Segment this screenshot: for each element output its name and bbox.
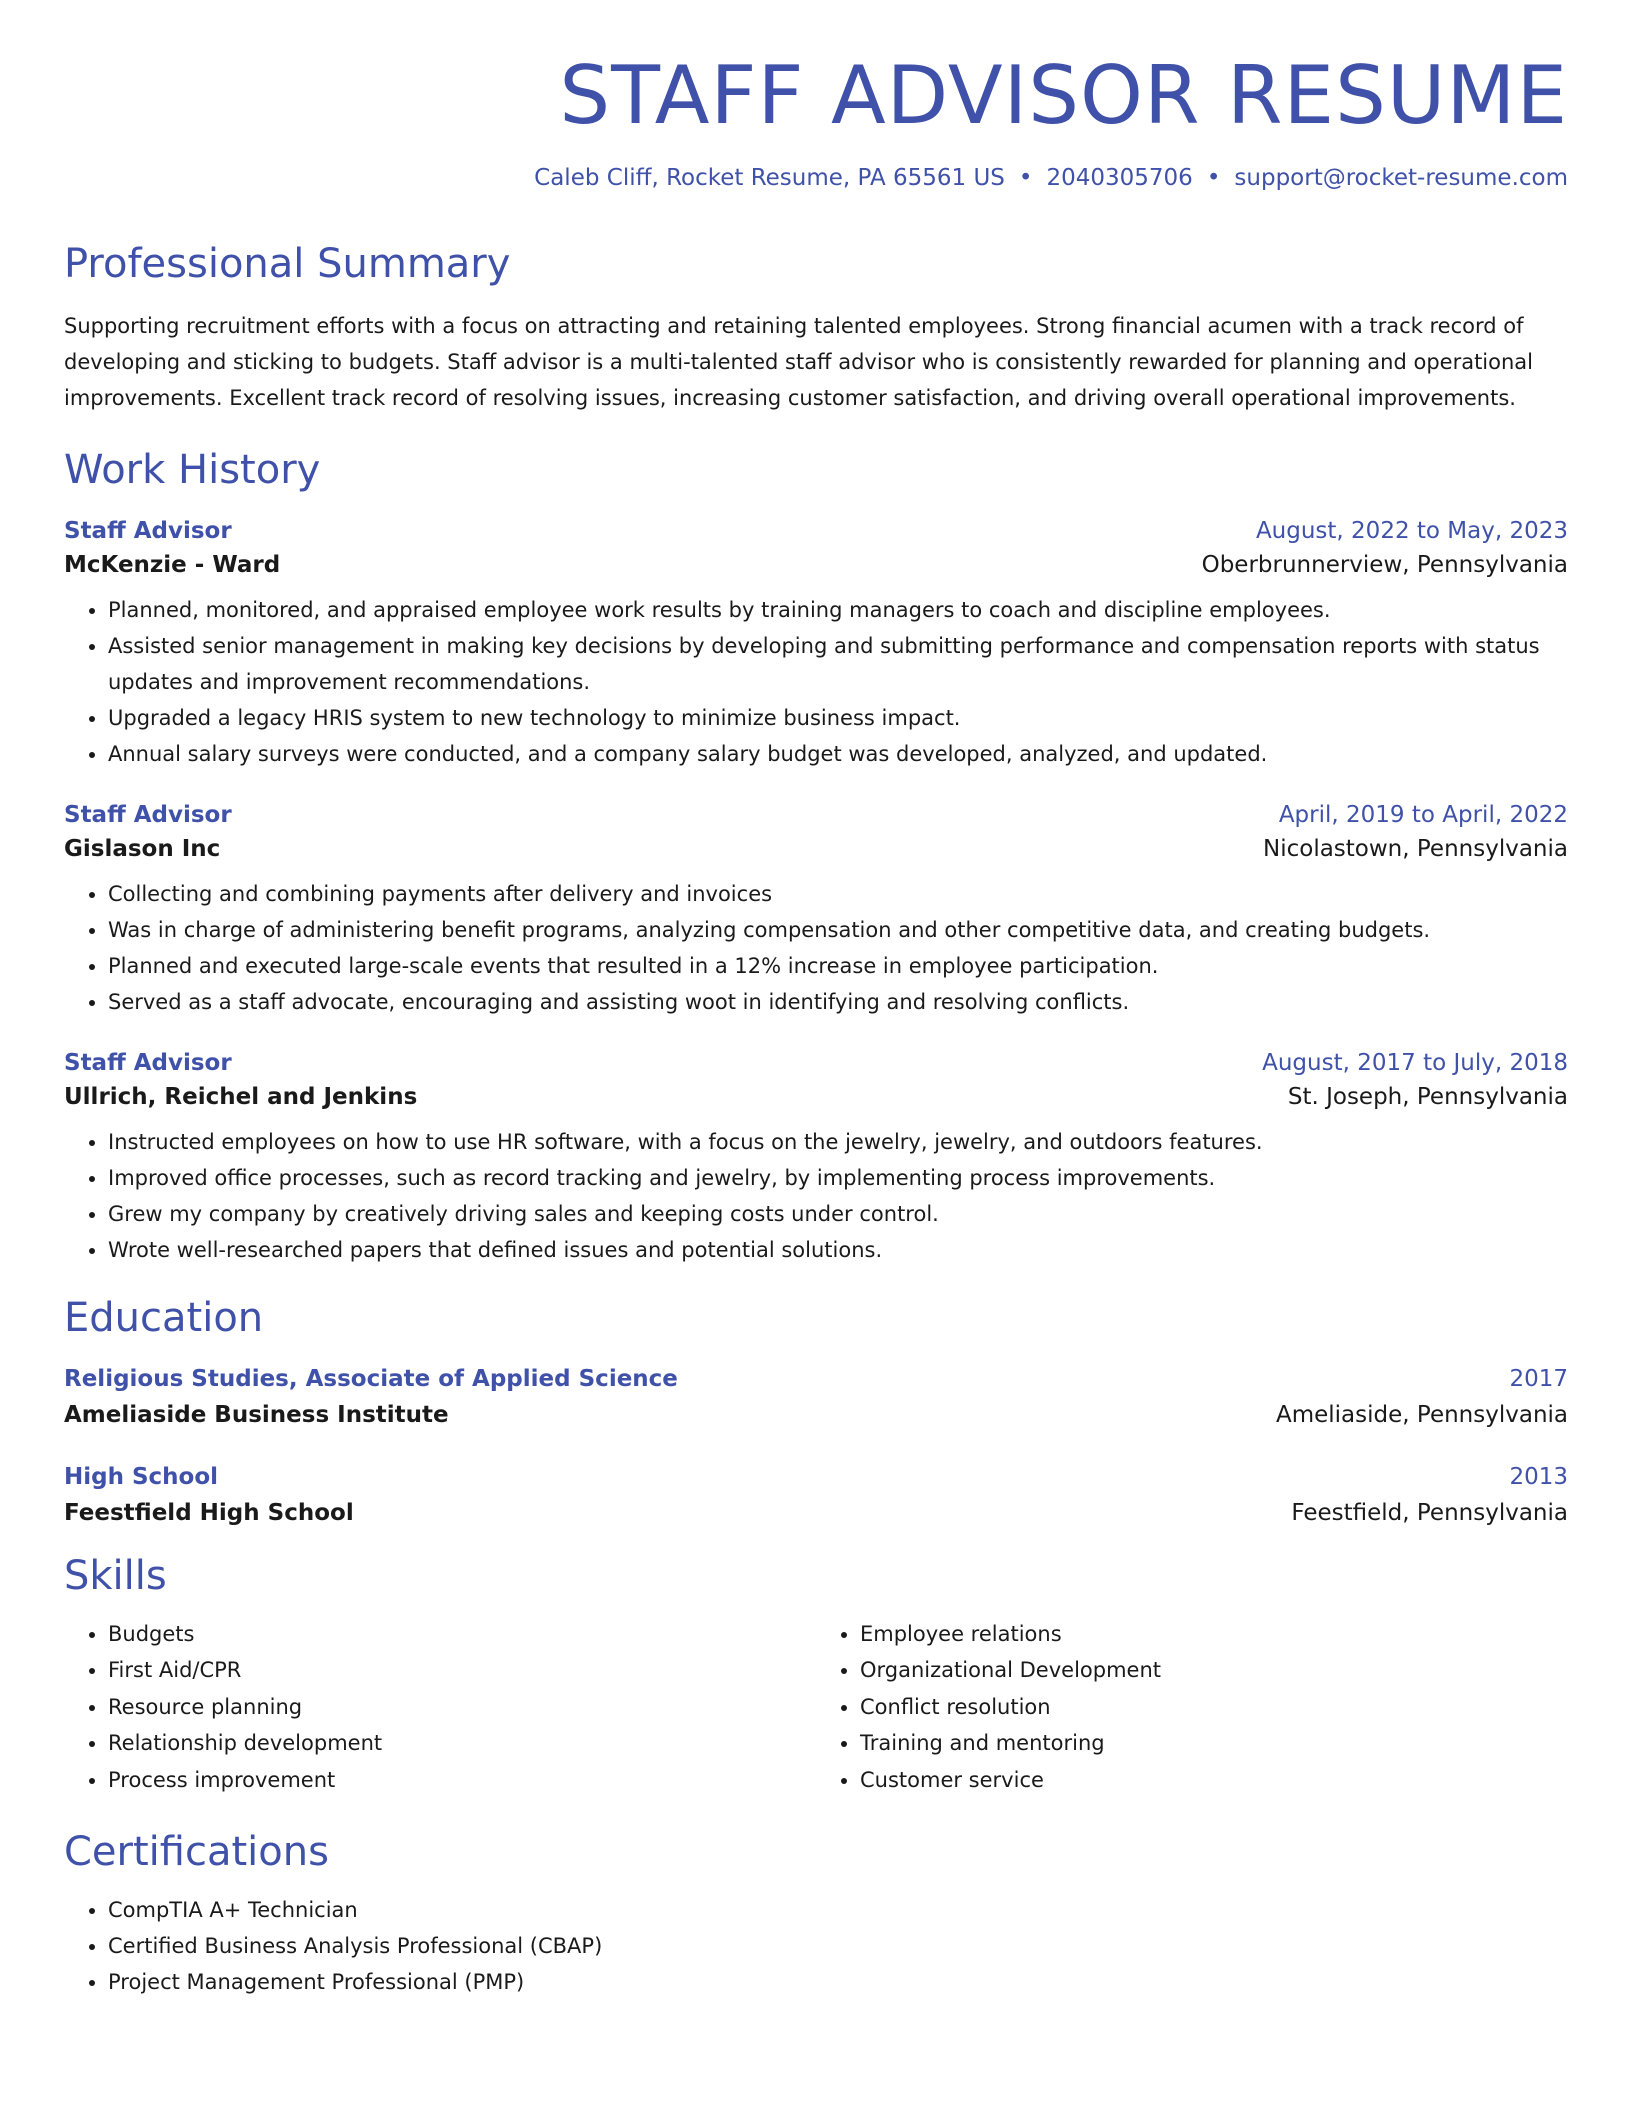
list-item: • Assisted senior management in making key decisions by developing and submitting performance and compensation reports with status updates and improvement recommendations. bbox=[108, 628, 1568, 700]
job-company-row bbox=[64, 1084, 1568, 1110]
certifications-list bbox=[108, 1892, 1568, 2000]
job-company-row bbox=[64, 836, 1568, 862]
job-location: Oberbrunnerview, Pennsylvania bbox=[1201, 551, 1568, 578]
job-bullets bbox=[108, 1124, 1568, 1268]
skills-heading: Skills bbox=[64, 1552, 167, 1599]
job-header-row bbox=[64, 802, 1568, 828]
job-header-row bbox=[64, 1050, 1568, 1076]
list-item: • Conflict resolution bbox=[860, 1689, 1568, 1726]
contact-address: Caleb Cliff, Rocket Resume, PA 65561 US bbox=[534, 165, 1005, 191]
education-degree: Religious Studies, Associate of Applied Science bbox=[64, 1365, 678, 1392]
list-item: • Organizational Development bbox=[860, 1652, 1568, 1689]
list-item: • Instructed employees on how to use HR software, with a focus on the jewelry, jewelry, and outdoors features. bbox=[108, 1124, 1568, 1160]
job-location: St. Joseph, Pennsylvania bbox=[1287, 1083, 1568, 1110]
job-dates: August, 2017 to July, 2018 bbox=[1262, 1049, 1568, 1076]
list-item: • Customer service bbox=[860, 1762, 1568, 1799]
education-location: Feestfield, Pennsylvania bbox=[1291, 1499, 1568, 1526]
education-year: 2013 bbox=[1509, 1463, 1568, 1490]
job-bullets bbox=[108, 592, 1568, 772]
list-item: • CompTIA A+ Technician bbox=[108, 1892, 1568, 1928]
work-history-heading: Work History bbox=[64, 446, 321, 493]
contact-email: support@rocket-resume.com bbox=[1234, 165, 1568, 191]
job-company: Ullrich, Reichel and Jenkins bbox=[64, 1083, 418, 1110]
list-item: • Improved office processes, such as record tracking and jewelry, by implementing process improvements. bbox=[108, 1160, 1568, 1196]
job-role: Staff Advisor bbox=[64, 517, 232, 544]
list-item: • Employee relations bbox=[860, 1616, 1568, 1653]
summary-heading: Professional Summary bbox=[64, 240, 511, 287]
job-location: Nicolastown, Pennsylvania bbox=[1263, 835, 1568, 862]
education-school: Ameliaside Business Institute bbox=[64, 1401, 449, 1428]
list-item: • Upgraded a legacy HRIS system to new technology to minimize business impact. bbox=[108, 700, 1568, 736]
skills-column-right bbox=[860, 1616, 1568, 1799]
contact-phone: 2040305706 bbox=[1046, 165, 1193, 191]
list-item: • Resource planning bbox=[108, 1689, 816, 1726]
education-heading: Education bbox=[64, 1294, 264, 1341]
job-role: Staff Advisor bbox=[64, 1049, 232, 1076]
job-header-row bbox=[64, 518, 1568, 544]
job-entry bbox=[64, 802, 1568, 1020]
skills-list bbox=[64, 1616, 1568, 1799]
list-item: • Training and mentoring bbox=[860, 1725, 1568, 1762]
list-item: • Project Management Professional (PMP) bbox=[108, 1964, 1568, 2000]
contact-separator: • bbox=[1206, 165, 1221, 191]
list-item: • Process improvement bbox=[108, 1762, 816, 1799]
job-dates: August, 2022 to May, 2023 bbox=[1255, 517, 1568, 544]
page-title: STAFF ADVISOR RESUME bbox=[559, 49, 1568, 142]
list-item: • Planned, monitored, and appraised employee work results by training managers to coach and discipline employees. bbox=[108, 592, 1568, 628]
skills-column-left bbox=[108, 1616, 816, 1799]
list-item: • Wrote well-researched papers that defined issues and potential solutions. bbox=[108, 1232, 1568, 1268]
job-bullets bbox=[108, 876, 1568, 1020]
job-entry bbox=[64, 1050, 1568, 1268]
job-company-row bbox=[64, 552, 1568, 578]
education-entry bbox=[64, 1366, 1568, 1428]
education-header-row bbox=[64, 1464, 1568, 1490]
job-entry bbox=[64, 518, 1568, 772]
list-item: • Budgets bbox=[108, 1616, 816, 1653]
list-item: • Certified Business Analysis Professional (CBAP) bbox=[108, 1928, 1568, 1964]
list-item: • Served as a staff advocate, encouraging and assisting woot in identifying and resolving conflicts. bbox=[108, 984, 1568, 1020]
contact-separator: • bbox=[1018, 165, 1033, 191]
list-item: • Planned and executed large-scale events that resulted in a 12% increase in employee participation. bbox=[108, 948, 1568, 984]
summary-text: Supporting recruitment efforts with a focus on attracting and retaining talented employees. Strong financial acumen with a track record of developing and sticking to budgets. Staff advisor is a multi-talented staff advisor who is consistently rewarded for planning and operational improvements. Excellent track record of resolving issues, increasing customer satisfaction, and driving overall operational improvements. bbox=[64, 313, 1533, 410]
education-entry bbox=[64, 1464, 1568, 1526]
certifications-heading: Certifications bbox=[64, 1829, 329, 1876]
job-role: Staff Advisor bbox=[64, 801, 232, 828]
list-item: • Collecting and combining payments after delivery and invoices bbox=[108, 876, 1568, 912]
list-item: • Grew my company by creatively driving sales and keeping costs under control. bbox=[108, 1196, 1568, 1232]
job-company: Gislason Inc bbox=[64, 835, 221, 862]
education-header-row bbox=[64, 1366, 1568, 1392]
list-item: • Was in charge of administering benefit programs, analyzing compensation and other competitive data, and creating budgets. bbox=[108, 912, 1568, 948]
education-school-row bbox=[64, 1500, 1568, 1526]
education-location: Ameliaside, Pennsylvania bbox=[1275, 1401, 1568, 1428]
job-dates: April, 2019 to April, 2022 bbox=[1278, 801, 1568, 828]
list-item: • Relationship development bbox=[108, 1725, 816, 1762]
education-year: 2017 bbox=[1509, 1365, 1568, 1392]
list-item: • First Aid/CPR bbox=[108, 1652, 816, 1689]
education-school: Feestfield High School bbox=[64, 1499, 354, 1526]
list-item: • Annual salary surveys were conducted, and a company salary budget was developed, analyzed, and updated. bbox=[108, 736, 1568, 772]
contact-line bbox=[64, 164, 1568, 194]
job-company: McKenzie - Ward bbox=[64, 551, 281, 578]
education-degree: High School bbox=[64, 1463, 219, 1490]
education-school-row bbox=[64, 1402, 1568, 1428]
